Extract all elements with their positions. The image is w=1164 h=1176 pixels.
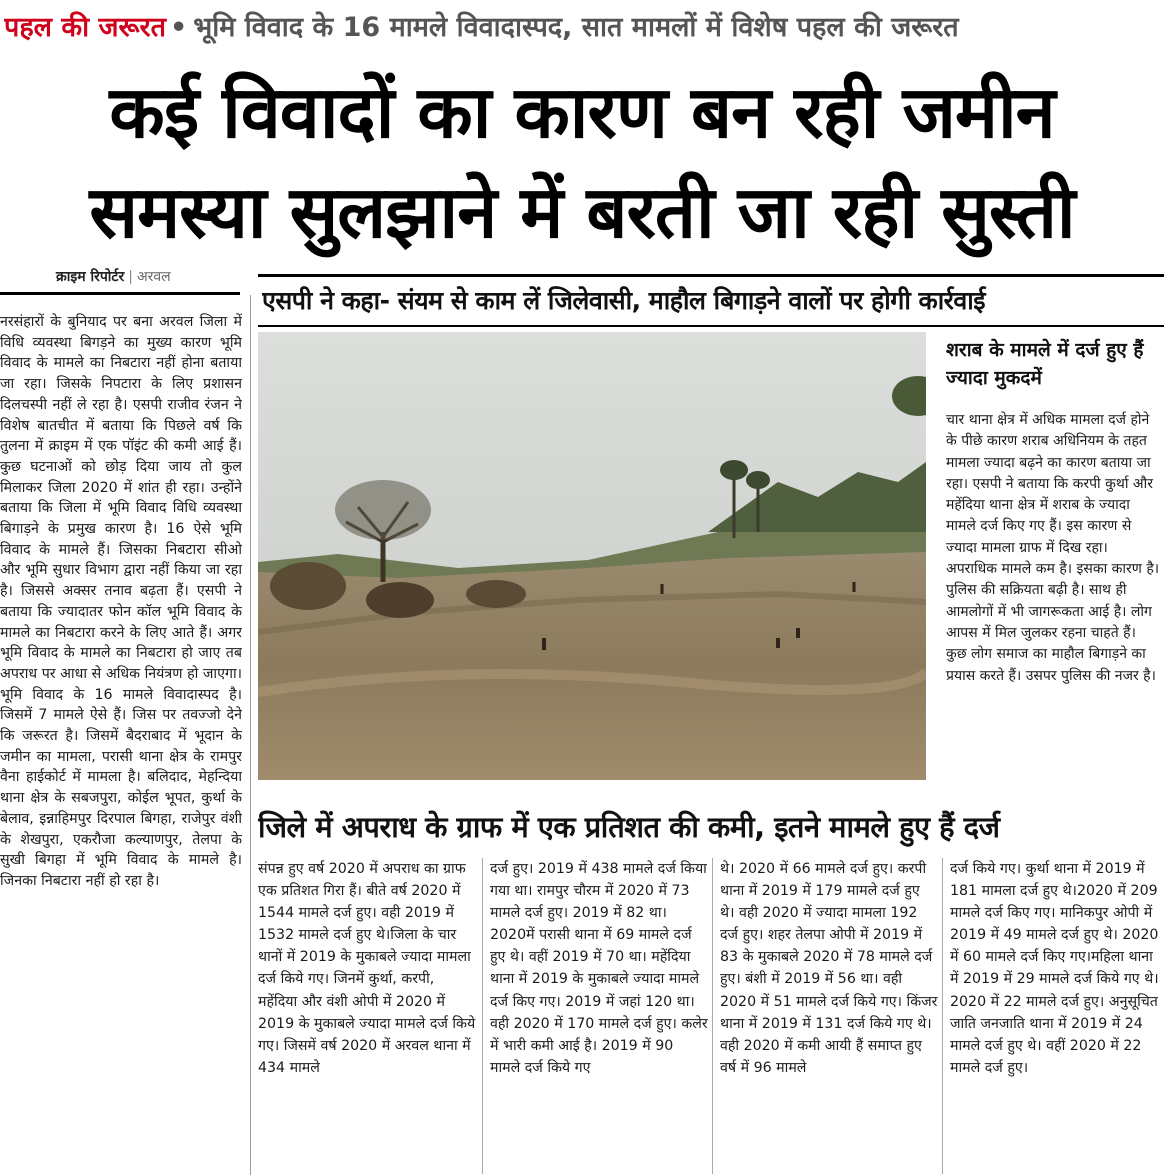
bottom-column-3: थे। 2020 में 66 मामले दर्ज हुए। करपी थाना में 2019 में 179 मामले दर्ज हुए थे। वही 2020 में ज्यादा मामला 192 दर्ज हुए। शहर तेलपा ओपी में 2019 में 83 के मुकाबले 2020 में 78 मामले दर्ज हुए। बंशी में 2019 में 56 था। वही 2020 में 51 मामले दर्ज किये गए। किंजर थाना में 2019 में 131 दर्ज किये गए थे। वही 2020 में कमी आयी हैं समाप्त हुए वर्ष में 96 मामले bbox=[720, 861, 938, 1076]
land-photo bbox=[258, 332, 926, 780]
sidebar-heading: शराब के मामले में दर्ज हुए हैं ज्यादा मुकदमें bbox=[946, 339, 1144, 389]
bottom-divider-1 bbox=[482, 858, 483, 1174]
bottom-column-1: संपन्न हुए वर्ष 2020 में अपराध का ग्राफ एक प्रतिशत गिरा हैं। बीते वर्ष 2020 में 1544 मामले दर्ज हुए। वही 2019 में 1532 मामले दर्ज हुए थे।जिला के चार थानों में 2019 के मुकाबले ज्यादा मामला दर्ज किये गए। जिनमें कुर्था, करपी, महेंदिया और वंशी ओपी में 2020 में 2019 के मुकाबले ज्यादा मामले दर्ज किये गए। जिसमें वर्ष 2020 में अरवल थाना में 434 मामले bbox=[258, 861, 476, 1076]
bottom-divider-2 bbox=[712, 858, 713, 1174]
byline-reporter: क्राइम रिपोर्टर bbox=[56, 269, 125, 285]
sidebar-text: चार थाना क्षेत्र में अधिक मामला दर्ज होने के पीछे कारण शराब अधिनियम के तहत मामला ज्यादा बढ़ने का कारण बताया जा रहा। एसपी ने बताया कि करपी कुर्था और महेंदिया थाना क्षेत्र में शराब के ज्यादा मामले दर्ज किए गए हैं। इस कारण से ज्यादा मामला ग्राफ में दिख रहा। अपराधिक मामले कम है। इसका कारण है। पुलिस की सक्रियता बढ़ी है। साथ ही आमलोगों में भी जागरूकता आई है। लोग आपस में मिल जुलकर रहना चाहते हैं। कुछ लोग समाज का माहौल बिगाड़ने का प्रयास करते हैं। उसपर पुलिस की नजर है। bbox=[946, 412, 1160, 684]
graph-section-heading: जिले में अपराध के ग्राफ में एक प्रतिशत की कमी, इतने मामले हुए हैं दर्ज bbox=[258, 810, 1000, 844]
bottom-divider-3 bbox=[942, 858, 943, 1174]
kicker-line bbox=[4, 6, 1160, 50]
top-rule-left bbox=[0, 292, 240, 295]
byline bbox=[56, 266, 171, 288]
subheadline-rule bbox=[258, 325, 1164, 327]
left-column-text: नरसंहारों के बुनियाद पर बना अरवल जिला में विधि व्यवस्था बिगड़ने का मुख्य कारण भूमि विवाद के मामले का निबटारा नहीं होना बताया जा रहा। जिसके निपटारा के लिए प्रशासन दिलचस्पी नहीं ले रहा है। एसपी राजीव रंजन ने विशेष बातचीत में बताया कि पिछले वर्ष कि तुलना में क्राइम में एक पॉइंट की कमी आई हैं। कुछ घटनाओं को छोड़ दिया जाय तो कुल मिलाकर जिला 2020 में शांत ही रहा। उन्होंने बताया कि जिला में भूमि विवाद विधि व्यवस्था बिगाड़ने के प्रमुख कारण है। 16 ऐसे भूमि विवाद के मामले हैं। जिसका निबटारा सीओ और भूमि सुधार विभाग द्वारा नहीं किया जा रहा है। जिससे अक्सर तनाव बढ़ता हैं। एसपी ने बताया कि ज्यादातर फोन कॉल भूमि विवाद के मामले का निबटारा करने के लिए आते हैं। अगर भूमि विवाद के मामले का निबटारा हो जाए तब अपराध पर आधा से अधिक नियंत्रण हो जाएगा। भूमि विवाद के 16 मामले विवादास्पद है। जिसमें 7 मामले ऐसे हैं। जिस पर तवज्जो देने कि जरूरत है। जिसमें बैदराबाद में भूदान के जमीन का मामला, परासी थाना क्षेत्र के रामपुर वैना हाईकोर्ट में मामला है। बलिदाद, मेहन्दिया थाना क्षेत्र के सबजपुरा, कोईल भूपत, कुर्था के बेलाव, इन्नाहिमपुर दिरपाल बिगहा, राजेपुर वंशी के शेखपुरा, एकरौजा कल्याणपुर, तेलपा के सुखी बिगहा में भूमि विवाद के मामले है। जिनका निबटारा नहीं हो रहा है। bbox=[0, 314, 242, 889]
kicker-label: पहल की जरूरत bbox=[4, 12, 166, 43]
column-divider-left bbox=[250, 295, 251, 1175]
headline-line-2: समस्या सुलझाने में बरती जा रही सुस्ती bbox=[89, 170, 1075, 254]
subheadline: एसपी ने कहा- संयम से काम लें जिलेवासी, माहौल बिगाड़ने वालों पर होगी कार्रवाई bbox=[262, 286, 986, 315]
land-photo-graphic bbox=[258, 332, 926, 780]
kicker-text: भूमि विवाद के 16 मामले विवादास्पद, सात मामलों में विशेष पहल की जरूरत bbox=[193, 12, 959, 43]
top-rule-right bbox=[258, 274, 1164, 277]
kicker-bullet: • bbox=[169, 12, 188, 43]
bottom-column-4: दर्ज किये गए। कुर्था थाना में 2019 में 181 मामला दर्ज हुए थे।2020 में 209 मामले दर्ज किए गए। मानिकपुर ओपी में 2019 में 49 मामले दर्ज हुए थे। 2020 में 60 मामले दर्ज किए गए।महिला थाना में 2019 में 29 मामले दर्ज किये गए थे। 2020 में 22 मामले दर्ज हुए। अनुसूचित जाति जनजाति थाना में 2019 में 24 मामले दर्ज हुए थे। वहीं 2020 में 22 मामले दर्ज हुए। bbox=[950, 861, 1159, 1076]
headline-line-1: कई विवादों का कारण बन रही जमीन bbox=[109, 70, 1055, 154]
byline-separator: | bbox=[128, 269, 133, 285]
byline-place: अरवल bbox=[136, 269, 171, 285]
bottom-column-2: दर्ज हुए। 2019 में 438 मामले दर्ज किया गया था। रामपुर चौरम में 2020 में 73 मामले दर्ज हुए। 2019 में 82 था। 2020में परासी थाना में 69 मामले दर्ज हुए थे। वहीं 2019 में 70 था। महेंदिया थाना में 2019 के मुकाबले ज्यादा मामले दर्ज किए गए। 2019 में जहां 120 था। वही 2020 में 170 मामले दर्ज हुए। कलेर में भारी कमी आई है। 2019 में 90 मामले दर्ज किये गए bbox=[490, 861, 708, 1076]
